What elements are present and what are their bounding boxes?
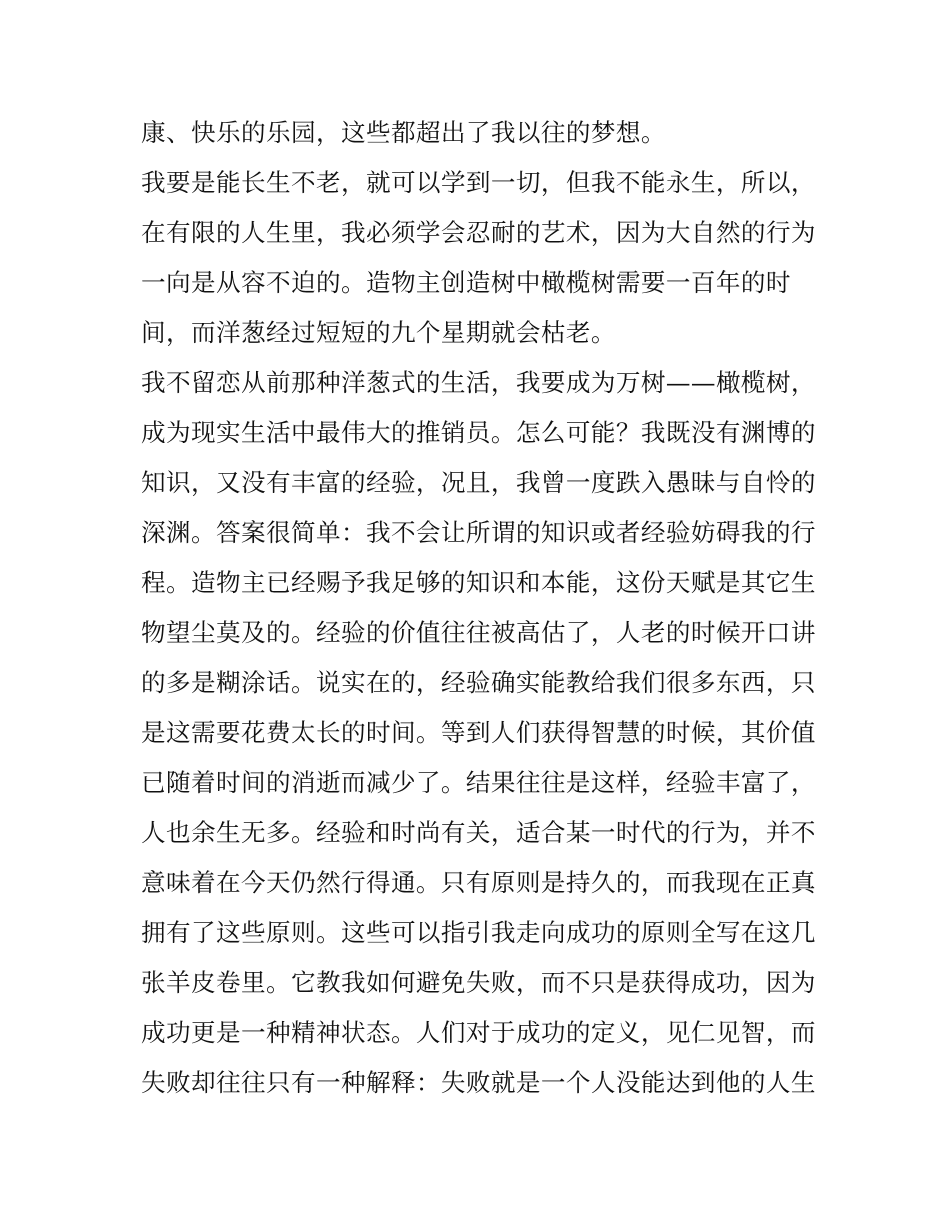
text-line: 的多是糊涂话。说实在的，经验确实能教给我们很多东西，只 [141, 668, 816, 697]
text-line: 是这需要花费太长的时间。等到人们获得智慧的时候，其价值 [141, 718, 816, 747]
text-line: 成为现实生活中最伟大的推销员。怎么可能？我既没有渊博的 [141, 418, 816, 447]
text-line: 一向是从容不迫的。造物主创造树中橄榄树需要一百年的时 [141, 268, 791, 297]
text-line: 成功更是一种精神状态。人们对于成功的定义，见仁见智，而 [141, 1018, 816, 1047]
text-line: 康、快乐的乐园，这些都超出了我以往的梦想。 [141, 118, 666, 147]
text-line: 人也余生无多。经验和时尚有关，适合某一时代的行为，并不 [141, 818, 816, 847]
text-line: 物望尘莫及的。经验的价值往往被高估了，人老的时候开口讲 [141, 618, 816, 647]
text-line: 已随着时间的消逝而减少了。结果往往是这样，经验丰富了， [141, 768, 816, 797]
text-line: 深渊。答案很简单：我不会让所谓的知识或者经验妨碍我的行 [141, 518, 816, 547]
text-line: 我要是能长生不老，就可以学到一切，但我不能永生，所以， [141, 168, 816, 197]
text-line: 拥有了这些原则。这些可以指引我走向成功的原则全写在这几 [141, 918, 816, 947]
text-line: 张羊皮卷里。它教我如何避免失败，而不只是获得成功，因为 [141, 968, 816, 997]
text-line: 程。造物主已经赐予我足够的知识和本能，这份天赋是其它生 [141, 568, 816, 597]
text-line: 意味着在今天仍然行得通。只有原则是持久的，而我现在正真 [141, 868, 816, 897]
text-line: 我不留恋从前那种洋葱式的生活，我要成为万树——橄榄树， [141, 368, 816, 397]
text-line: 知识，又没有丰富的经验，况且，我曾一度跌入愚昧与自怜的 [141, 468, 816, 497]
text-line: 失败却往往只有一种解释：失败就是一个人没能达到他的人生 [141, 1068, 816, 1097]
text-line: 间，而洋葱经过短短的九个星期就会枯老。 [141, 318, 616, 347]
text-body [141, 108, 821, 1108]
text-line: 在有限的人生里，我必须学会忍耐的艺术，因为大自然的行为 [141, 218, 816, 247]
